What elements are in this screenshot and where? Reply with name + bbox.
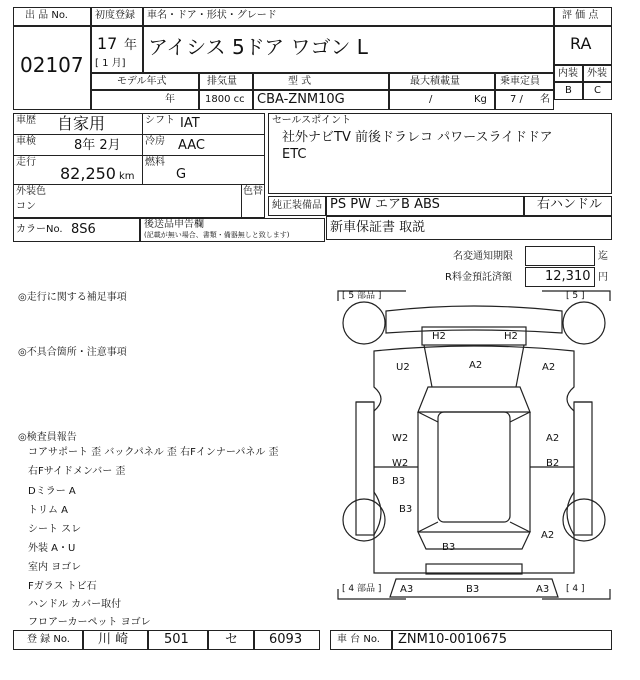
lot-label: 出 品 No. <box>25 10 68 21</box>
wheel-front-right <box>563 302 605 344</box>
rating-value: RA <box>570 34 592 53</box>
recycle-label: R料金預託済額 <box>445 272 512 283</box>
pillar-line <box>418 412 530 532</box>
recycle-unit: 円 <box>598 272 608 283</box>
reg-number: 6093 <box>269 632 303 647</box>
inspector-line: 外装 A・U <box>28 543 76 554</box>
roof <box>438 412 510 522</box>
front-bumper <box>386 306 562 333</box>
divider <box>13 134 265 135</box>
mileage-unit: km <box>119 171 135 182</box>
rear-window <box>418 532 530 549</box>
recycle-value: 12,310 <box>545 269 591 284</box>
inspector-line: トリム A <box>28 505 69 516</box>
capacity-unit: 名 <box>540 94 550 105</box>
fuel-label: 燃料 <box>145 157 165 168</box>
type-label: 型 式 <box>288 76 312 87</box>
lot-number: 02107 <box>20 53 84 77</box>
equip-value: PS PW エアB ABS <box>330 197 440 212</box>
color-no-value: 8S6 <box>71 222 96 237</box>
tire-front-right-label: [ 5 ] <box>566 291 585 301</box>
rating-label: 評 価 点 <box>562 10 599 21</box>
meter-notice-unit: 迄 <box>598 251 608 262</box>
sales-point-line2: ETC <box>282 147 307 162</box>
left-side-panel <box>356 402 374 535</box>
model-year-cell <box>91 90 199 110</box>
reg-class: 501 <box>164 632 189 647</box>
model-year-label: モデル年式 <box>117 76 167 87</box>
inspection-value: 8年 2月 <box>74 138 121 153</box>
divider <box>142 113 143 184</box>
damage-mark: B3 <box>399 504 413 515</box>
sales-point-line1: 社外ナビTV 前後ドラレコ パワースライドドア <box>282 130 553 145</box>
damage-mark: U2 <box>396 362 410 373</box>
color-change-label: 色替 <box>243 186 263 197</box>
damage-mark: A2 <box>469 360 483 371</box>
rear-docs-note: (記載が無い場合、書類・備器無しと致します) <box>144 231 290 239</box>
wheel-front-left <box>343 302 385 344</box>
divider <box>241 184 242 218</box>
first-reg-month: [ 1 月] <box>95 58 126 69</box>
rear-docs-label: 後送品申告欄 <box>144 219 204 230</box>
tire-rear-right-label: [ 4 ] <box>566 584 585 594</box>
capacity-value: 7 / <box>510 94 523 105</box>
windshield <box>418 387 530 412</box>
damage-mark: B3 <box>466 584 480 595</box>
damage-mark: B3 <box>392 476 406 487</box>
tire-front-left-label: [ 5 部品 ] <box>342 291 382 301</box>
damage-mark: H2 <box>504 331 518 342</box>
interior-grade: B <box>565 85 572 96</box>
first-reg-label: 初度登録 <box>95 10 135 21</box>
max-load-unit: Kg <box>474 94 487 105</box>
inspector-line: ハンドル カバー取付 <box>28 599 122 610</box>
spec-block <box>13 113 265 218</box>
damage-mark: A3 <box>400 584 414 595</box>
ext-color-label: 外装色 <box>16 186 46 197</box>
damage-mark: A2 <box>546 433 560 444</box>
reg-area: 川 崎 <box>98 632 129 647</box>
fuel-value: G <box>176 167 187 182</box>
type-label-cell <box>253 73 389 90</box>
meter-notice-label: 名変通知期限 <box>453 251 513 262</box>
damage-mark: A2 <box>542 362 556 373</box>
first-reg-year-unit: 年 <box>124 38 138 53</box>
meter-notice-cell <box>525 246 595 266</box>
damage-mark: B3 <box>442 542 456 553</box>
max-load-slash: / <box>429 94 433 105</box>
inspector-line: コアサポート 歪 バックパネル 歪 右Fインナーパネル 歪 <box>28 447 279 458</box>
defects-title: ◎不具合箇所・注意事項 <box>18 347 127 358</box>
mileage-label: 走行 <box>16 157 36 168</box>
damage-mark: W2 <box>392 433 409 444</box>
warranty-value: 新車保証書 取説 <box>330 220 426 235</box>
capacity-label: 乗車定員 <box>500 76 540 87</box>
damage-mark: W2 <box>392 458 409 469</box>
model-year-unit: 年 <box>165 94 175 105</box>
history-label: 車歴 <box>16 115 36 126</box>
sales-point-label: セールスポイント <box>272 115 352 126</box>
displacement-label: 排気量 <box>207 76 237 87</box>
car-damage-diagram <box>336 287 612 605</box>
history-value: 自家用 <box>57 114 106 133</box>
handle-value: 右ハンドル <box>537 197 603 212</box>
car-name-label: 車名・ドア・形状・グレード <box>147 10 277 21</box>
inspector-line: フロアーカーペット ヨゴレ <box>28 617 151 628</box>
right-side-panel <box>574 402 592 535</box>
damage-mark: H2 <box>432 331 446 342</box>
equip-label: 純正装備品 <box>272 200 322 211</box>
damage-mark: A3 <box>536 584 550 595</box>
inspector-line: 室内 ヨゴレ <box>28 562 82 573</box>
inspector-title: ◎検査員報告 <box>18 432 77 443</box>
mileage-value: 82,250 <box>60 164 116 183</box>
exterior-grade: C <box>594 85 601 96</box>
divider <box>13 184 265 185</box>
door-inner-line <box>418 412 530 532</box>
inspector-line: 右Fサイドメンバー 歪 <box>28 466 126 477</box>
divider <box>13 155 265 156</box>
displacement: 1800 cc <box>205 94 245 105</box>
reg-label: 登 録 No. <box>27 634 70 645</box>
ac-value: AAC <box>178 138 205 153</box>
chassis-number: ZNM10-0010675 <box>398 632 507 647</box>
damage-mark: A2 <box>541 530 555 541</box>
chassis-label: 車 台 No. <box>337 634 380 645</box>
inspection-label: 車検 <box>16 136 36 147</box>
color-no-label: カラーNo. <box>16 224 63 235</box>
inspector-line: Fガラス トビ石 <box>28 581 97 592</box>
ext-color-value: コン <box>16 201 36 212</box>
reg-kana: セ <box>225 632 239 647</box>
damage-mark: B2 <box>546 458 560 469</box>
type-value: CBA-ZNM10G <box>257 92 345 107</box>
supplement-title: ◎走行に関する補足事項 <box>18 292 127 303</box>
inspector-line: シート スレ <box>28 524 82 535</box>
max-load-label: 最大積載量 <box>410 76 460 87</box>
shift-label: シフト <box>145 115 175 126</box>
inspector-line: Dミラー A <box>28 486 76 497</box>
interior-label: 内装 <box>558 68 578 79</box>
car-name: アイシス 5ドア ワゴン L <box>148 35 368 59</box>
ac-label: 冷房 <box>145 136 165 147</box>
first-reg-year: 17 <box>97 34 118 53</box>
tire-rear-left-label: [ 4 部品 ] <box>342 584 382 594</box>
exterior-label: 外装 <box>587 68 607 79</box>
shift-value: IAT <box>180 116 200 131</box>
